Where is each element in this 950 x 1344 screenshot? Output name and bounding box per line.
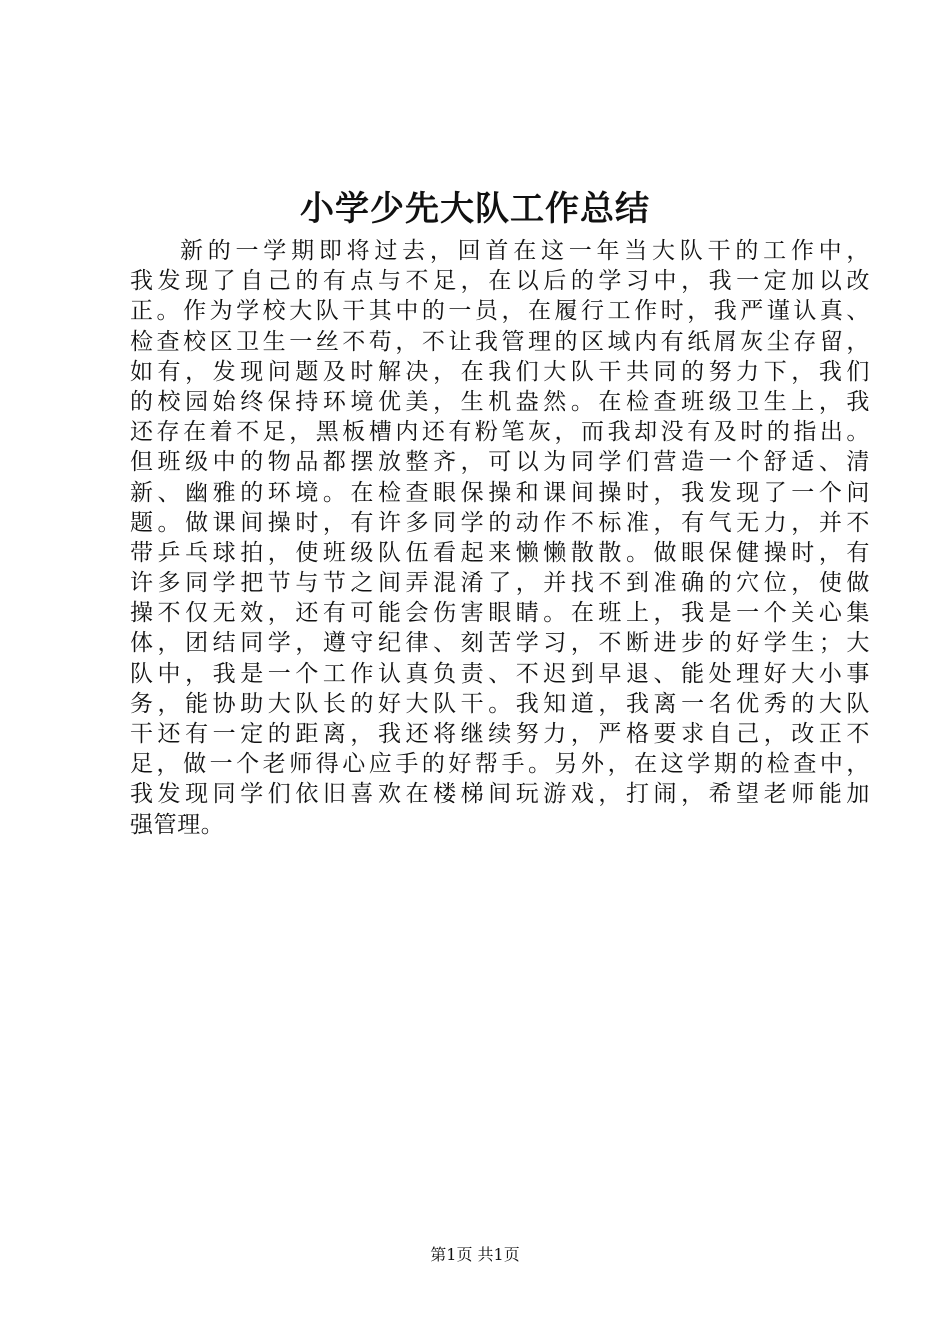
document-body [130, 236, 870, 840]
body-line: 题。做课间操时，有许多同学的动作不标准，有气无力，并不 [130, 509, 870, 536]
body-line: 务，能协助大队长的好大队干。我知道，我离一名优秀的大队 [130, 690, 870, 717]
body-line: 的校园始终保持环境优美，生机盎然。在检查班级卫生上，我 [130, 388, 870, 415]
body-line: 带乒乓球拍，使班级队伍看起来懒懒散散。做眼保健操时，有 [130, 539, 870, 566]
page-footer: 第1页 共1页 [430, 1245, 520, 1264]
body-line: 新、幽雅的环境。在检查眼保操和课间操时，我发现了一个问 [130, 479, 870, 506]
body-line: 体，团结同学，遵守纪律、刻苦学习，不断进步的好学生；大 [130, 630, 870, 657]
body-line: 但班级中的物品都摆放整齐，可以为同学们营造一个舒适、清 [130, 449, 870, 476]
body-line: 足，做一个老师得心应手的好帮手。另外，在这学期的检查中， [130, 751, 870, 778]
body-line: 队中，我是一个工作认真负责、不迟到早退、能处理好大小事 [130, 660, 870, 687]
body-line: 我发现了自己的有点与不足，在以后的学习中，我一定加以改 [130, 268, 870, 295]
body-line: 强管理。 [130, 811, 225, 838]
body-line: 检查校区卫生一丝不苟，不让我管理的区域内有纸屑灰尘存留， [130, 328, 870, 355]
body-line: 正。作为学校大队干其中的一员，在履行工作时，我严谨认真、 [130, 298, 870, 325]
body-line: 如有，发现问题及时解决，在我们大队干共同的努力下，我们 [130, 358, 870, 385]
body-line: 许多同学把节与节之间弄混淆了，并找不到准确的穴位，使做 [130, 570, 870, 597]
body-line: 新的一学期即将过去，回首在这一年当大队干的工作中， [180, 238, 870, 264]
document-title: 小学少先大队工作总结 [300, 189, 650, 229]
body-line: 操不仅无效，还有可能会伤害眼睛。在班上，我是一个关心集 [130, 600, 870, 627]
body-line: 干还有一定的距离，我还将继续努力，严格要求自己，改正不 [130, 721, 870, 747]
body-line: 还存在着不足，黑板槽内还有粉笔灰，而我却没有及时的指出。 [130, 419, 870, 446]
body-line: 我发现同学们依旧喜欢在楼梯间玩游戏，打闹，希望老师能加 [130, 781, 870, 808]
